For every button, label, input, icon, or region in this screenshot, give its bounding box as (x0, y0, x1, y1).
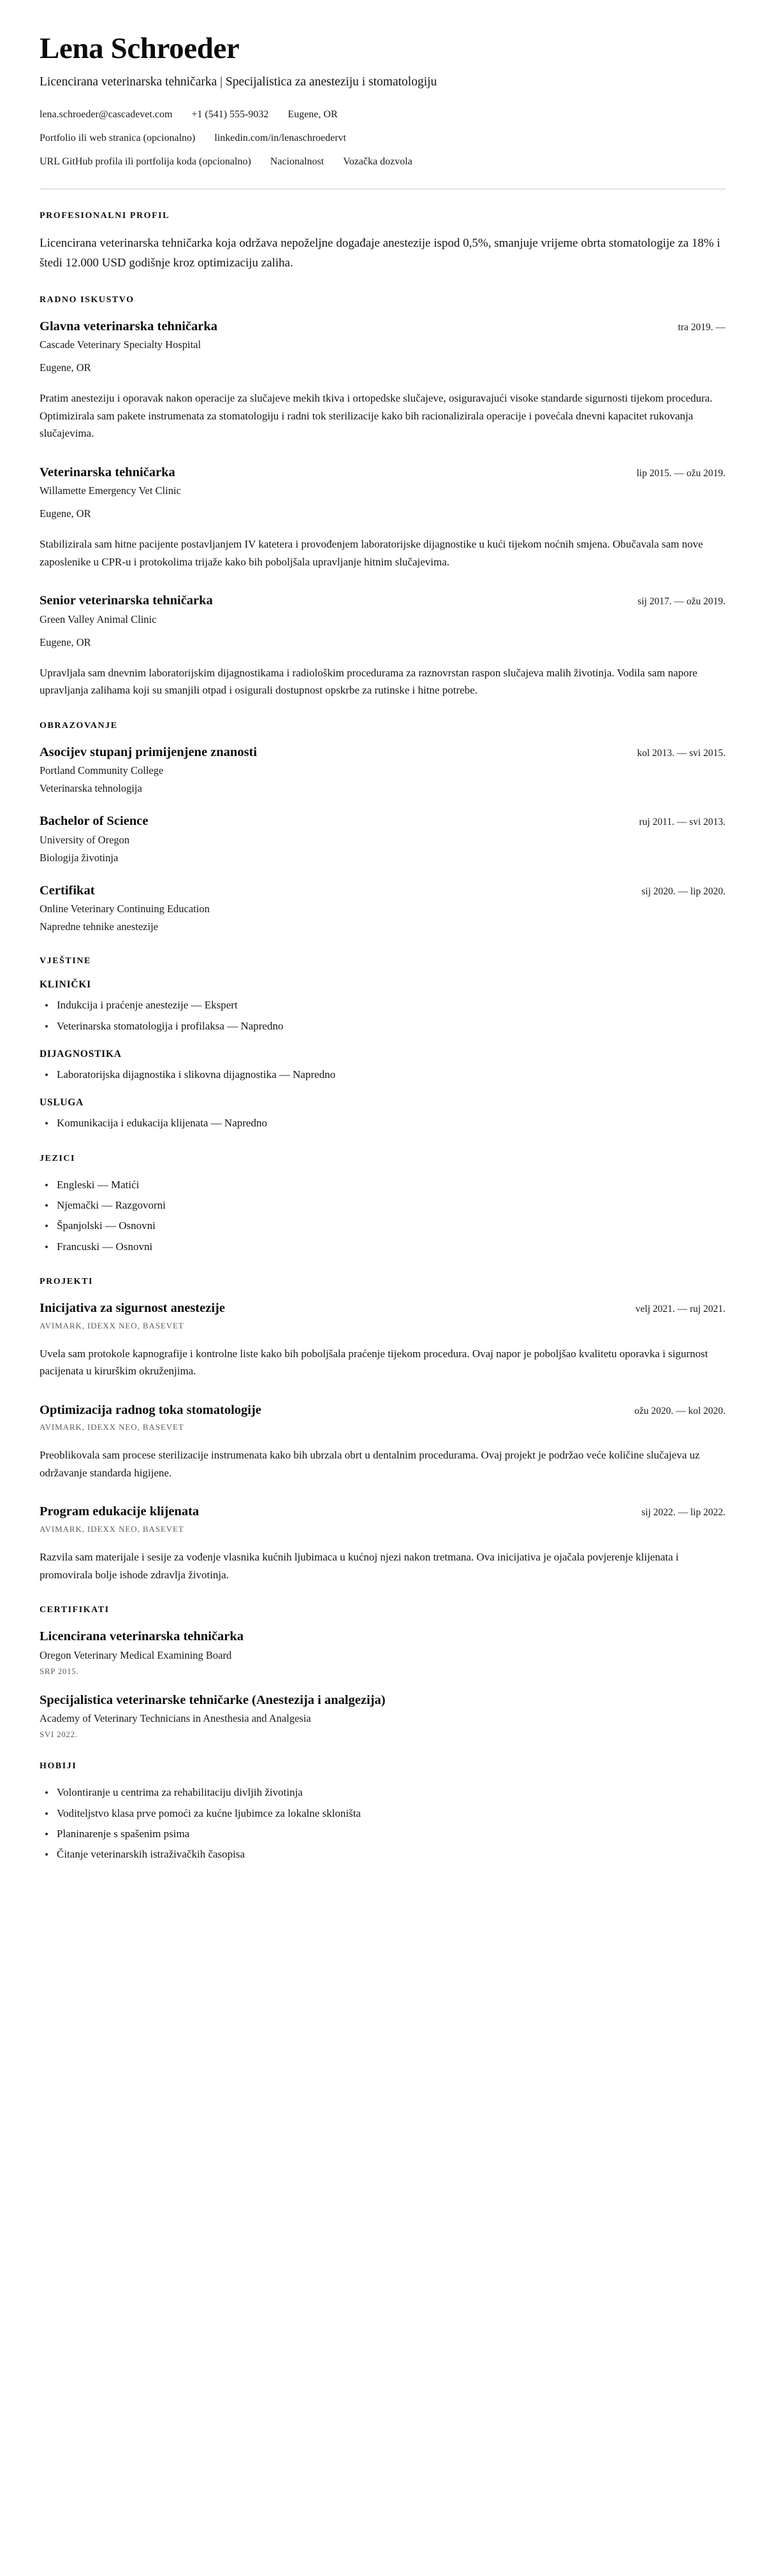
education-entry-head (40, 813, 725, 830)
list-item: Komunikacija i edukacija klijenata — Napredno (40, 1115, 725, 1132)
contact-row-primary (40, 107, 725, 122)
job-company: Cascade Veterinary Specialty Hospital (40, 338, 201, 351)
job-description: Pratim anesteziju i oporavak nakon operacije za slučajeve mekih tkiva i ortopedske slučajeve, osiguravajući visoke standarde sigurnosti tijekom procedura. Optimizirala sam pakete instrumenata za stomatologiju i radni tok sterilizacije kako bih racionalizirala operacije i povećala dnevni kapacitet rukovanja slučajevima. (40, 392, 713, 440)
education-entry (40, 813, 725, 865)
portfolio-placeholder-text: Portfolio ili web stranica (opcionalno) (40, 133, 196, 144)
contact-row-links (40, 131, 725, 146)
language-list (40, 1177, 725, 1255)
job-description: Upravljala sam dnevnim laboratorijskim dijagnostikama i radiološkim procedurama za raznovrstan raspon slučajeva malih životinja. Vodila sam napore upravljanja zalihama koji su smanjili otpad i osigurali dostupnost opskrbe za rutinske i hitne potrebe. (40, 666, 697, 697)
school-name: Online Veterinary Continuing Education (40, 903, 210, 915)
driving-license-text: Vozačka dozvola (343, 156, 412, 168)
list-item: Voditeljstvo klasa prve pomoći za kućne ljubimce za lokalne skloništa (40, 1805, 725, 1822)
project-description: Preoblikovala sam procese sterilizacije instrumenata kako bih ubrzala obrt u dentalnim procedurama. Ovaj projekt je podržao veće količine slučajeva uz održavanje standarda higijene. (40, 1449, 700, 1479)
list-item: Laboratorijska dijagnostika i slikovna dijagnostika — Napredno (40, 1066, 725, 1083)
experience-entry-head (40, 592, 725, 609)
job-date-range: lip 2015. — ožu 2019. (636, 467, 725, 479)
education-entry-head (40, 882, 725, 899)
experience-entry (40, 464, 725, 571)
skill-list (40, 997, 725, 1035)
list-item: Indukcija i praćenje anestezije — Ekspert (40, 997, 725, 1014)
project-title: Optimizacija radnog toka stomatologije (40, 1402, 261, 1417)
resume-sheet (40, 33, 725, 1863)
school-name: University of Oregon (40, 833, 130, 846)
section-title-education: OBRAZOVANJE (40, 720, 118, 731)
certification-title: Licencirana veterinarska tehničarka (40, 1629, 244, 1644)
project-entry (40, 1402, 725, 1482)
project-description: Uvela sam protokole kapnografije i kontrolne liste kako bih poboljšala praćenje tijekom procedura. Ovaj napor je poboljšao kvalitetu oporavka i sigurnost pacijenata u kirurškim okruženjima. (40, 1347, 708, 1378)
skill-group-title: KLINIČKI (40, 979, 91, 991)
project-title: Program edukacije klijenata (40, 1504, 200, 1519)
github-placeholder-text: URL GitHub profila ili portfolija koda (opcionalno) (40, 156, 251, 168)
project-entry-head (40, 1300, 725, 1317)
section-skills (40, 956, 725, 1132)
project-date-range: sij 2022. — lip 2022. (641, 1507, 725, 1518)
project-description: Razvila sam materijale i sesije za vođenje vlasnika kućnih ljubimaca u kućnoj njezi nakon tretmana. Ova inicijativa je ojačala povjerenje klijenata i promovirala bolje ishode zdravlja životinja. (40, 1551, 679, 1581)
field-of-study: Veterinarska tehnologija (40, 782, 142, 795)
project-date-range: ožu 2020. — kol 2020. (634, 1405, 725, 1416)
job-location: Eugene, OR (40, 507, 91, 520)
job-company: Green Valley Animal Clinic (40, 613, 157, 625)
professional-headline: Licencirana veterinarska tehničarka | Specijalistica za anesteziju i stomatologiju (40, 75, 437, 89)
skill-group-service (40, 1097, 725, 1132)
section-title-certifications: CERTIFIKATI (40, 1605, 110, 1615)
certification-entry (40, 1628, 725, 1677)
list-item: Planinarenje s spašenim psima (40, 1826, 725, 1842)
experience-entry-head (40, 464, 725, 481)
project-entry (40, 1503, 725, 1583)
section-projects (40, 1277, 725, 1583)
education-entry-head (40, 744, 725, 761)
section-education (40, 721, 725, 935)
degree-date-range: sij 2020. — lip 2020. (641, 885, 725, 897)
job-company: Willamette Emergency Vet Clinic (40, 484, 181, 497)
hobby-list (40, 1784, 725, 1863)
field-of-study: Napredne tehnike anestezije (40, 921, 158, 933)
section-title-profile: PROFESIONALNI PROFIL (40, 211, 170, 221)
skill-list (40, 1115, 725, 1132)
project-tech-stack: AVIMARK, IDEXX NEO, BASEVET (40, 1320, 184, 1330)
project-date-range: velj 2021. — ruj 2021. (635, 1304, 725, 1315)
project-tech-stack: AVIMARK, IDEXX NEO, BASEVET (40, 1422, 184, 1432)
linkedin-text: linkedin.com/in/lenaschroedervt (214, 133, 346, 144)
skill-group-diagnostics (40, 1049, 725, 1083)
education-entry (40, 882, 725, 935)
degree-title: Bachelor of Science (40, 814, 149, 829)
project-entry (40, 1300, 725, 1380)
list-item: Španjolski — Osnovni (40, 1218, 725, 1234)
experience-entry-head (40, 318, 725, 335)
certification-date: SRP 2015. (40, 1666, 79, 1676)
section-work-experience (40, 295, 725, 699)
field-of-study: Biologija životinja (40, 851, 119, 864)
job-date-range: tra 2019. — (678, 321, 725, 333)
list-item: Čitanje veterinarskih istraživačkih časopisa (40, 1846, 725, 1863)
degree-date-range: ruj 2011. — svi 2013. (639, 817, 725, 828)
skill-list (40, 1066, 725, 1083)
contact-row-extra (40, 154, 725, 170)
section-hobbies (40, 1761, 725, 1863)
page-title: Lena Schroeder (40, 32, 240, 65)
experience-entry (40, 592, 725, 699)
list-item: Njemački — Razgovorni (40, 1197, 725, 1214)
nationality-text: Nacionalnost (270, 156, 324, 168)
section-title-projects: PROJEKTI (40, 1277, 93, 1287)
location-text: Eugene, OR (288, 109, 338, 120)
education-entry (40, 744, 725, 796)
profile-summary-text: Licencirana veterinarska tehničarka koja održava nepoželjne događaje anestezije ispod 0,5%, smanjuje vrijeme obrta stomatologije za 18% i štedi 12.000 USD godišnje kroz optimizaciju zaliha. (40, 236, 720, 270)
degree-title: Asocijev stupanj primijenjene znanosti (40, 745, 258, 759)
section-title-hobbies: HOBIJI (40, 1761, 77, 1772)
list-item: Volontiranje u centrima za rehabilitaciju divljih životinja (40, 1784, 725, 1801)
resume-header (40, 33, 725, 189)
job-date-range: sij 2017. — ožu 2019. (638, 596, 725, 608)
project-entry-head (40, 1503, 725, 1520)
section-title-skills: VJEŠTINE (40, 956, 91, 966)
section-title-languages: JEZICI (40, 1153, 75, 1163)
section-languages (40, 1154, 725, 1255)
section-title-experience: RADNO ISKUSTVO (40, 295, 135, 305)
section-professional-profile (40, 211, 725, 273)
certification-date: SVI 2022. (40, 1729, 78, 1740)
skill-group-clinical (40, 979, 725, 1035)
job-location: Eugene, OR (40, 361, 91, 374)
job-title: Glavna veterinarska tehničarka (40, 319, 218, 333)
job-description: Stabilizirala sam hitne pacijente postavljanjem IV katetera i provođenjem laboratorijske dijagnostike u kući tijekom noćnih smjena. Obučavala sam nove zaposlenike u CPR-u i protokolima trijaže kako bih poboljšala upravljanje hitnim slučajevima. (40, 538, 703, 568)
degree-title: Certifikat (40, 883, 95, 898)
certification-title: Specijalistica veterinarske tehničarke (Anestezija i analgezija) (40, 1692, 386, 1707)
list-item: Francuski — Osnovni (40, 1239, 725, 1255)
certification-issuer: Oregon Veterinary Medical Examining Board (40, 1648, 232, 1661)
school-name: Portland Community College (40, 764, 164, 777)
job-title: Senior veterinarska tehničarka (40, 593, 213, 608)
phone-text: +1 (541) 555-9032 (191, 109, 269, 120)
skill-group-title: USLUGA (40, 1097, 84, 1109)
job-location: Eugene, OR (40, 636, 91, 648)
project-entry-head (40, 1402, 725, 1419)
skill-group-title: DIJAGNOSTIKA (40, 1048, 122, 1059)
section-certifications (40, 1605, 725, 1740)
certification-issuer: Academy of Veterinary Technicians in Anesthesia and Analgesia (40, 1712, 311, 1725)
project-tech-stack: AVIMARK, IDEXX NEO, BASEVET (40, 1524, 184, 1534)
list-item: Veterinarska stomatologija i profilaksa — Napredno (40, 1018, 725, 1035)
email-text: lena.schroeder@cascadevet.com (40, 109, 173, 120)
certification-entry (40, 1692, 725, 1740)
job-title: Veterinarska tehničarka (40, 465, 175, 479)
project-title: Inicijativa za sigurnost anestezije (40, 1301, 225, 1316)
experience-entry (40, 318, 725, 442)
list-item: Engleski — Matići (40, 1177, 725, 1193)
degree-date-range: kol 2013. — svi 2015. (637, 747, 725, 759)
